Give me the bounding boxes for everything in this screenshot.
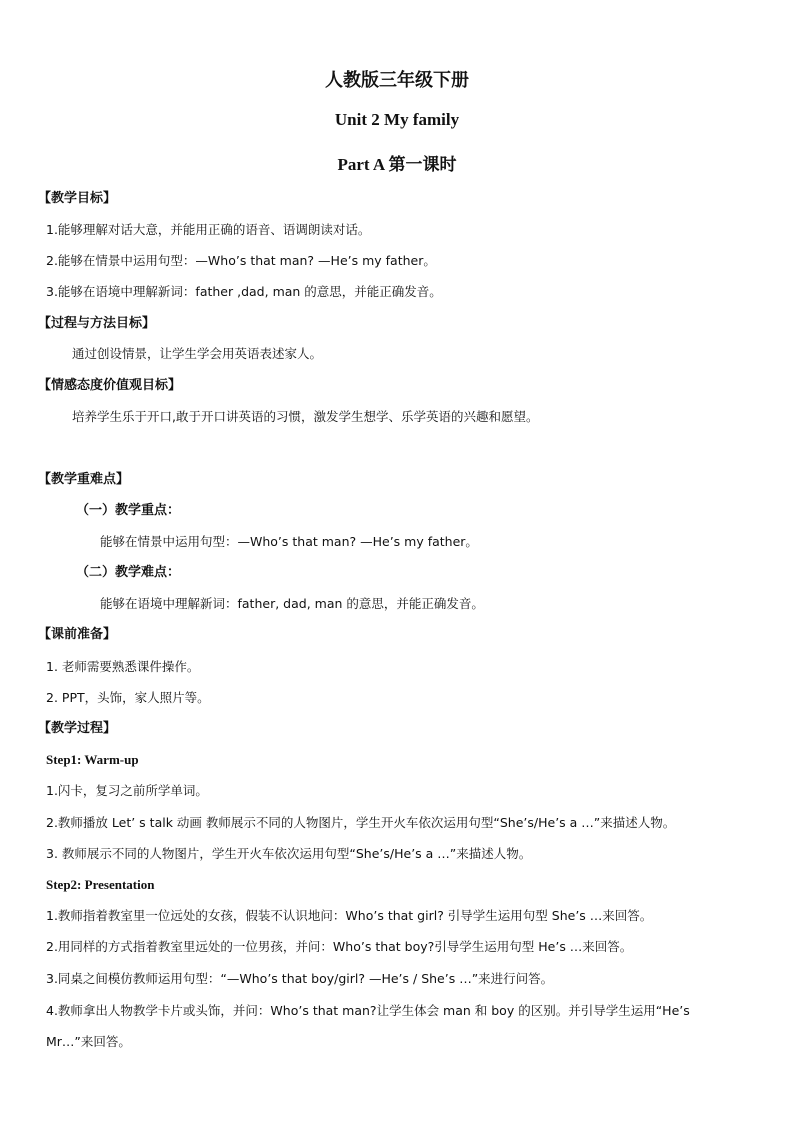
document-title: 人教版三年级下册 (325, 70, 469, 91)
objective-item: 3.能够在语境中理解新词：father ,dad, man 的意思，并能正确发音。 (46, 284, 442, 299)
step1-title: Step1: Warm-up (46, 752, 139, 767)
objectives-heading: 【教学目标】 (38, 191, 117, 206)
difficulty-text: 能够在语境中理解新词：father, dad, man 的意思，并能正确发音。 (100, 596, 484, 611)
objective-item: 1.能够理解对话大意，并能用正确的语音、语调朗读对话。 (46, 222, 371, 237)
step2-item: 3.同桌之间模仿教师运用句型：“—Who’s that boy/girl? —He’s / She’s …”来进行问答。 (46, 971, 554, 986)
focus-heading: （一）教学重点： (76, 503, 181, 518)
objective-item: 2.能够在情景中运用句型：—Who’s that man? —He’s my father。 (46, 253, 436, 268)
step1-item: 1.闪卡，复习之前所学单词。 (46, 783, 208, 798)
teaching-process-heading: 【教学过程】 (38, 721, 117, 736)
step2-item: 4.教师拿出人物教学卡片或头饰，并问：Who’s that man?让学生体会 man 和 boy 的区别。并引导学生运用“He’s (46, 1003, 690, 1018)
process-goal-text: 通过创设情景，让学生学会用英语表述家人。 (72, 346, 323, 361)
attitude-goal-heading: 【情感态度价值观目标】 (38, 378, 182, 393)
step2-item: Mr…”来回答。 (46, 1034, 131, 1049)
attitude-goal-text: 培养学生乐于开口,敢于开口讲英语的习惯，激发学生想学、乐学英语的兴趣和愿望。 (72, 409, 539, 424)
step2-item: 2.用同样的方式指着教室里远处的一位男孩，并问：Who’s that boy?引导学生运用句型 He’s …来回答。 (46, 939, 633, 954)
difficulty-heading: （二）教学难点： (76, 565, 181, 580)
step1-item: 3. 教师展示不同的人物图片，学生开火车依次运用句型“She’s/He’s a …”来描述人物。 (46, 846, 532, 861)
part-title: Part A 第一课时 (337, 155, 457, 174)
step2-title: Step2: Presentation (46, 877, 155, 892)
step1-item: 2.教师播放 Let’ s talk 动画 教师展示不同的人物图片，学生开火车依次运用句型“She’s/He’s a …”来描述人物。 (46, 815, 676, 830)
step2-item: 1.教师指着教室里一位远处的女孩，假装不认识地问：Who’s that girl? 引导学生运用句型 She’s …来回答。 (46, 908, 653, 923)
preparation-heading: 【课前准备】 (38, 627, 117, 642)
preparation-item: 1. 老师需要熟悉课件操作。 (46, 659, 200, 674)
unit-title: Unit 2 My family (334, 110, 460, 129)
process-goal-heading: 【过程与方法目标】 (38, 316, 156, 331)
focus-text: 能够在情景中运用句型：—Who’s that man? —He’s my father。 (100, 534, 478, 549)
key-points-heading: 【教学重难点】 (38, 472, 130, 487)
preparation-item: 2. PPT，头饰，家人照片等。 (46, 690, 210, 705)
